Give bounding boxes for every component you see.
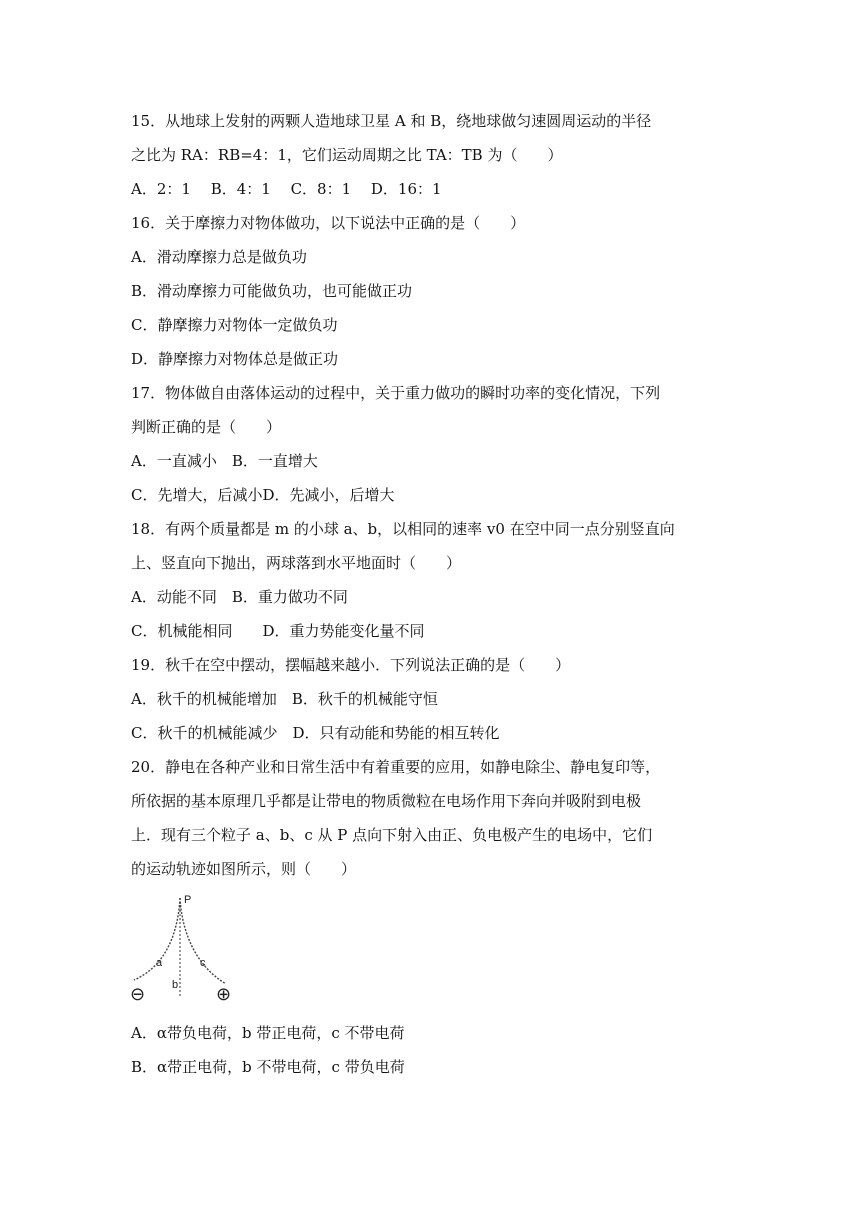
- q17-options-ab: A．一直减小 B．一直增大: [131, 452, 318, 470]
- q19-options-cd: C．秋千的机械能减少 D．只有动能和势能的相互转化: [131, 724, 500, 742]
- q18-options-ab: A．动能不同 B．重力做功不同: [131, 588, 348, 606]
- q16-option-c: C．静摩擦力对物体一定做负功: [131, 316, 338, 334]
- q19-stem: 19．秋千在空中摆动，摆幅越来越小．下列说法正确的是（ ）: [131, 656, 571, 674]
- q18-options-cd: C．机械能相同 D．重力势能变化量不同: [131, 622, 425, 640]
- trajectory-c-curve: [180, 898, 226, 984]
- q16-option-a: A．滑动摩擦力总是做负功: [131, 248, 307, 266]
- q16-option-d: D．静摩擦力对物体总是做正功: [131, 350, 339, 368]
- q17-stem-line2: 判断正确的是（ ）: [131, 418, 282, 436]
- label-a: a: [156, 957, 163, 969]
- positive-electrode-icon: ⊕: [216, 984, 232, 1005]
- q17-options-cd: C．先增大，后减小D．先减小，后增大: [131, 486, 395, 504]
- q16-option-b: B．滑动摩擦力可能做负功，也可能做正功: [131, 282, 413, 300]
- q20-stem-line1: 20．静电在各种产业和日常生活中有着重要的应用，如静电除尘、静电复印等，: [131, 758, 661, 776]
- q15-options: A．2：1 B．4：1 C．8：1 D．16：1: [131, 180, 442, 198]
- label-b: b: [172, 979, 179, 991]
- q19-options-ab: A．秋千的机械能增加 B．秋千的机械能守恒: [131, 690, 438, 708]
- q20-stem-line2: 所依据的基本原理几乎都是让带电的物质微粒在电场作用下奔向并吸附到电极: [131, 792, 642, 810]
- q16-stem: 16．关于摩擦力对物体做功，以下说法中正确的是（ ）: [131, 214, 526, 232]
- q20-stem-line3: 上．现有三个粒子 a、b、c 从 P 点向下射入由正、负电极产生的电场中，它们: [131, 826, 653, 844]
- q18-stem-line2: 上、竖直向下抛出，两球落到水平地面时（ ）: [131, 554, 462, 572]
- trajectory-diagram: [128, 888, 238, 1006]
- electric-field-trajectory-figure: [128, 888, 238, 1006]
- q17-stem-line1: 17．物体做自由落体运动的过程中，关于重力做功的瞬时功率的变化情况，下列: [131, 384, 661, 402]
- q15-stem-line1: 15．从地球上发射的两颗人造地球卫星 A 和 B，绕地球做匀速圆周运动的半径: [131, 112, 652, 130]
- negative-electrode-icon: ⊖: [130, 984, 146, 1005]
- q20-stem-line4: 的运动轨迹如图所示，则（ ）: [131, 860, 357, 878]
- q20-option-a: A．α带负电荷，b 带正电荷，c 不带电荷: [131, 1024, 405, 1042]
- label-p: P: [184, 894, 192, 906]
- q18-stem-line1: 18．有两个质量都是 m 的小球 a、b，以相同的速率 v0 在空中同一点分别竖直向: [131, 520, 675, 538]
- q20-option-b: B．α带正电荷，b 不带电荷，c 带负电荷: [131, 1058, 405, 1076]
- label-c: c: [200, 957, 206, 969]
- q15-stem-line2: 之比为 RA：RB=4：1，它们运动周期之比 TA：TB 为（ ）: [131, 146, 563, 164]
